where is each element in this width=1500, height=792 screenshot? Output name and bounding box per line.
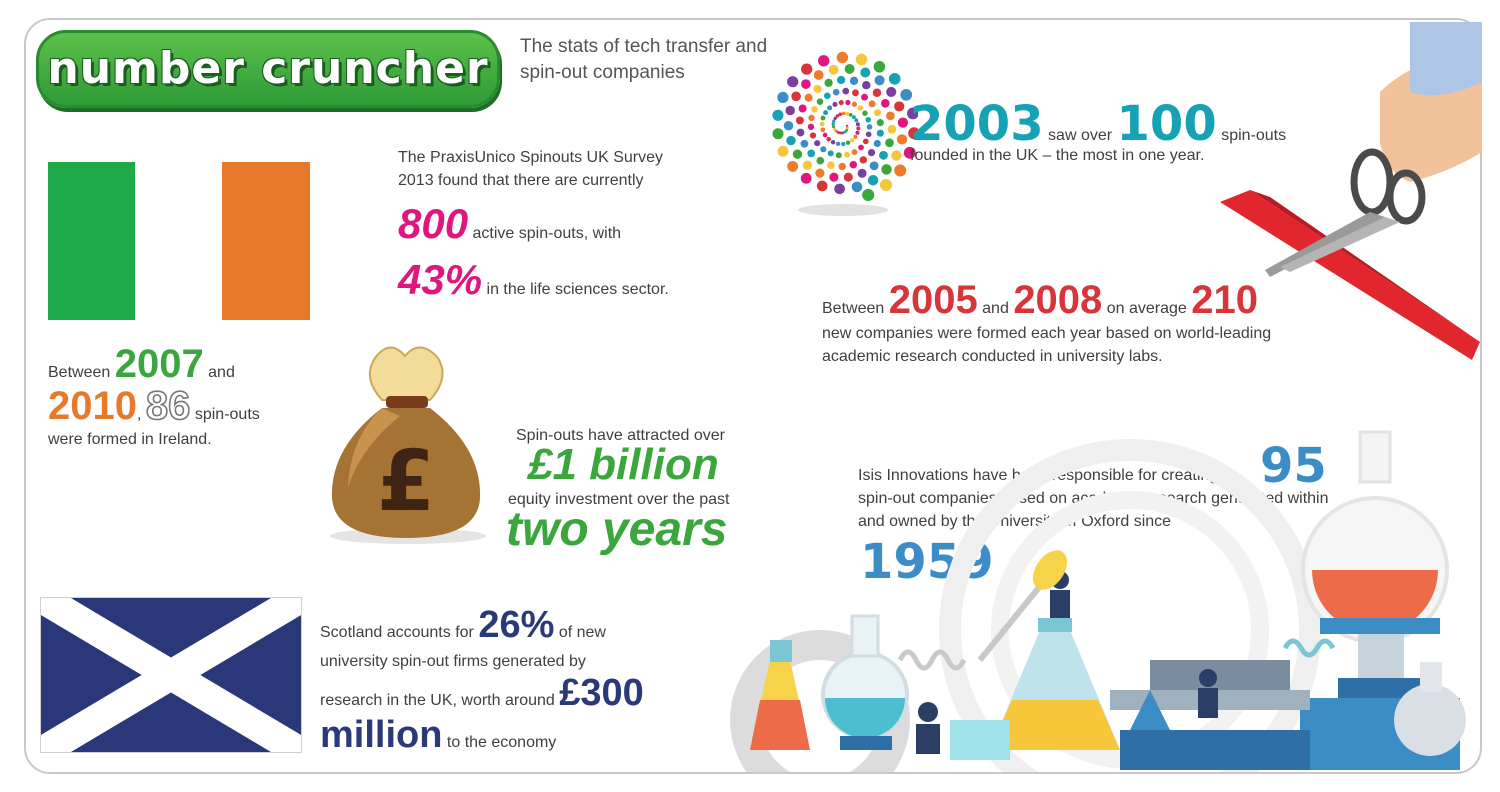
spiral-dot [842, 112, 846, 116]
spiral-dot [820, 146, 826, 152]
scotland-line4 [320, 714, 556, 757]
spiral-dot [894, 165, 906, 177]
isis-tail: spin-out companies based on academic research generated within and owned by the University of Oxford since [858, 490, 1329, 530]
spiral-dot [815, 169, 824, 178]
spiral-dot [858, 169, 867, 178]
investment-intro: Spin-outs have attracted over [516, 427, 726, 444]
spiral-dot [894, 101, 904, 111]
spiral-dot [869, 100, 876, 107]
spiral-dot [891, 150, 901, 160]
spiral-dot [823, 110, 828, 115]
spiral-dot [845, 100, 850, 105]
spiral-dot [870, 161, 879, 170]
record-saw-text: saw over [1048, 127, 1113, 144]
life-sciences-text: in the life sciences sector. [486, 281, 669, 298]
investment-amount: £1 billion [528, 440, 719, 489]
record-count: 100 [1116, 96, 1217, 152]
record-year: 2003 [910, 96, 1044, 152]
spiral-dot [862, 110, 867, 115]
spiral-dot [791, 91, 801, 101]
spiral-dot [816, 157, 824, 165]
spiral-dot [786, 136, 795, 145]
spiral-dot [831, 140, 836, 145]
spiral-dot [823, 133, 828, 138]
spiral-dot [844, 152, 850, 158]
average-year-start: 2005 [888, 278, 978, 322]
spiral-dot [807, 150, 815, 158]
spiral-dot [856, 54, 868, 66]
scotland-line3 [320, 672, 644, 715]
spiral-dot [889, 73, 901, 85]
spiral-dot [833, 89, 840, 96]
average-and: and [982, 300, 1009, 317]
spiral-dot [875, 75, 885, 85]
spiral-dot [801, 79, 811, 89]
spiral-dot [844, 173, 853, 182]
scotland-amount-word: million [320, 714, 443, 756]
spiral-dot [888, 125, 897, 134]
spiral-dot [842, 88, 849, 95]
spiral-dot [801, 140, 809, 148]
average-between: Between [822, 300, 885, 317]
scotland-flag-icon [40, 597, 302, 753]
spiral-dot [805, 94, 813, 102]
spiral-dot [801, 173, 812, 184]
spiral-dot [797, 129, 805, 137]
spiral-dot [863, 139, 869, 145]
spiral-dot [861, 94, 868, 101]
spiral-dot [827, 161, 835, 169]
spiral-dot [817, 181, 828, 192]
tagline: The stats of tech transfer and spin-out companies [520, 36, 768, 83]
spiral-dot [868, 149, 875, 156]
spiral-dot [867, 124, 873, 130]
spiral-dot [862, 81, 870, 89]
spiral-dot [852, 102, 857, 107]
spiral-dot [850, 161, 857, 168]
scotland-line1-tail: of new [558, 624, 606, 641]
spiral-dot [838, 113, 842, 117]
spiral-dot [877, 130, 884, 137]
ireland-count: 86 [145, 384, 191, 428]
spiral-dot [827, 105, 832, 110]
spiral-dot [832, 102, 837, 107]
spiral-dot [885, 138, 894, 147]
ireland-flag-icon [48, 162, 310, 320]
spiral-dot [803, 161, 812, 170]
spiral-dot [862, 189, 874, 201]
spiral-dot [880, 179, 892, 191]
ireland-tail: were formed in Ireland. [48, 431, 212, 448]
scotland-tail: to the economy [446, 734, 557, 751]
spiral-dot [787, 161, 798, 172]
survey-intro: The PraxisUnico Spinouts UK Survey 2013 found that there are currently [398, 149, 663, 189]
spiral-dot [856, 122, 860, 126]
spiral-dot [814, 140, 820, 146]
survey-active-line [398, 200, 621, 248]
spiral-dot [808, 115, 814, 121]
investment-period: two years [506, 503, 728, 556]
spiral-dot [838, 163, 846, 171]
spiral-dot [846, 141, 850, 145]
average-tail: new companies were formed each year based on world-leading academic research conducted in university labs. [822, 325, 1272, 365]
spiral-dot [826, 137, 831, 142]
ireland-between: Between [48, 364, 111, 381]
spiral-dot [854, 118, 858, 122]
ireland-and: and [208, 364, 235, 381]
spiral-dot [824, 93, 831, 100]
active-spinouts-text: active spin-outs, with [472, 225, 622, 242]
life-sciences-percent: 43% [398, 256, 483, 303]
spiral-dot [832, 125, 835, 128]
spiral-dot [801, 63, 812, 74]
spiral-dot [879, 151, 888, 160]
average-on-average: on average [1106, 300, 1187, 317]
spiral-dot [839, 100, 844, 105]
spiral-dot [824, 79, 832, 87]
spiral-dot [814, 70, 824, 80]
ireland-year-end: 2010 [48, 384, 137, 428]
isis-intro: Isis Innovations have been responsible for creating [858, 467, 1219, 484]
scotland-percent: 26% [478, 604, 555, 646]
spiral-dot [836, 152, 842, 158]
spiral-dot [832, 122, 835, 125]
ireland-year-start: 2007 [114, 342, 204, 386]
isis-count: 95 [1260, 438, 1327, 494]
spiral-dot [866, 131, 872, 137]
spiral-dot [845, 64, 855, 74]
scotland-line2: university spin-out firms generated by [320, 653, 586, 670]
spiral-dot [898, 117, 908, 127]
spiral-dot [874, 61, 886, 73]
spiral-dot [820, 127, 825, 132]
spiral-dot [873, 89, 882, 98]
spiral-dot [897, 134, 907, 144]
spiral-dot [799, 105, 807, 113]
spiral-dot [886, 111, 895, 120]
spiral-dot [877, 119, 884, 126]
spiral-dot [793, 150, 802, 159]
spiral-dot [772, 110, 783, 121]
investment-mid: equity investment over the past [508, 491, 730, 508]
isis-year: 1959 [860, 534, 994, 590]
spiral-dot [860, 156, 867, 163]
spiral-dot [868, 175, 879, 186]
spiral-dots-icon [768, 48, 918, 218]
spiral-dot [852, 149, 858, 155]
survey-life-line [398, 256, 669, 304]
spiral-dot [850, 138, 854, 142]
ireland-comma: , [136, 406, 142, 423]
spiral-dot [784, 121, 793, 130]
spiral-dot [860, 68, 870, 78]
spiral-dot [858, 145, 864, 151]
spiral-dot [811, 106, 817, 112]
scotland-line1-text: Scotland accounts for [320, 624, 474, 641]
spiral-dot [834, 184, 845, 195]
spiral-dot [855, 131, 859, 135]
laboratory-icon [700, 430, 1480, 772]
spiral-dot [829, 65, 839, 75]
average-year-end: 2008 [1013, 278, 1103, 322]
spiral-dot [874, 140, 881, 147]
spiral-dot [845, 112, 849, 116]
spiral-dot [852, 115, 856, 119]
spiral-dot [837, 76, 845, 84]
spiral-dot [886, 87, 896, 97]
spiral-dot [852, 182, 863, 193]
spiral-dot [852, 89, 859, 96]
spiral-dot [821, 116, 826, 121]
spiral-dot [850, 77, 858, 85]
ireland-line2 [48, 384, 260, 429]
spiral-dot [787, 76, 798, 87]
spiral-dot [829, 173, 838, 182]
logo-text: number cruncher [47, 43, 489, 94]
spiral-dot [818, 55, 829, 66]
spiral-dot [881, 164, 891, 174]
spiral-dot [853, 135, 857, 139]
spiral-dot [841, 142, 845, 146]
spiral-dot [796, 116, 804, 124]
ireland-line1 [48, 342, 235, 387]
spiral-dot [785, 106, 795, 116]
spiral-dot [777, 92, 788, 103]
scotland-line3-text: research in the UK, worth around [320, 692, 555, 709]
scotland-amount: £300 [559, 672, 644, 714]
spiral-dot [837, 52, 848, 63]
spiral-dot [808, 124, 814, 130]
spiral-dot [772, 128, 783, 139]
spiral-dot [813, 85, 821, 93]
average-count: 210 [1191, 278, 1259, 322]
spiral-dot [849, 113, 853, 117]
spiral-dot [865, 117, 870, 122]
spiral-dot [856, 126, 860, 130]
spiral-dot [858, 105, 863, 110]
record-tail: founded in the UK – the most in one year. [910, 147, 1205, 164]
record-count-text: spin-outs [1221, 127, 1287, 144]
active-spinouts-number: 800 [398, 200, 469, 247]
average-line1 [822, 278, 1258, 323]
spiral-dot [820, 122, 825, 127]
spiral-dot [778, 146, 789, 157]
spiral-dot [828, 150, 834, 156]
spiral-dot [810, 132, 816, 138]
spiral-dot [817, 98, 824, 105]
spiral-dot [836, 142, 840, 146]
ireland-count-text: spin-outs [194, 406, 260, 423]
spiral-dot [874, 109, 881, 116]
scotland-line1 [320, 604, 606, 647]
bag-pound-symbol: £ [376, 432, 436, 530]
spiral-dot [881, 99, 890, 108]
logo-badge [36, 30, 500, 108]
money-bag-icon [320, 338, 490, 548]
